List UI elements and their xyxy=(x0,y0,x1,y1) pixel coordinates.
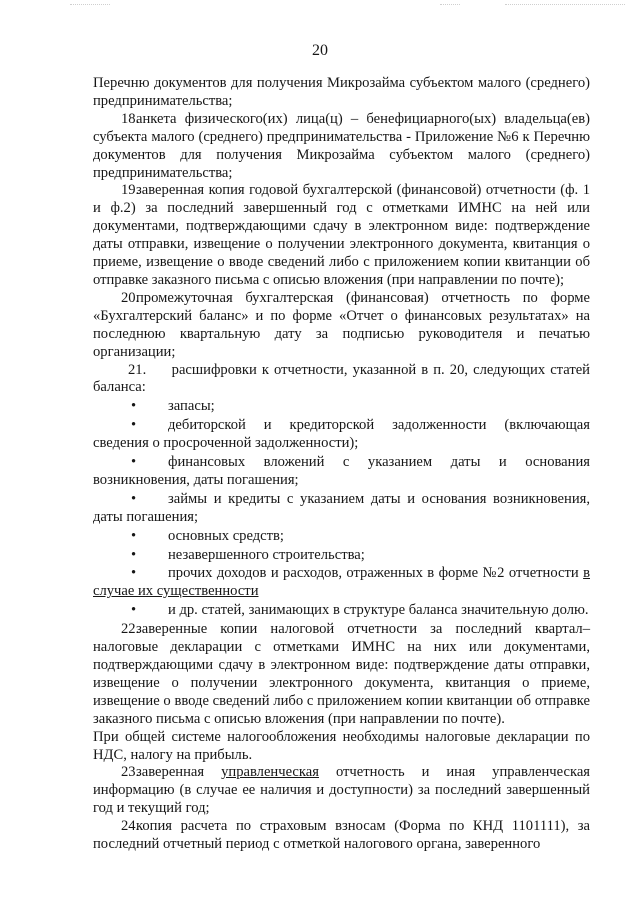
item-number: 23. xyxy=(121,764,140,781)
list-item-24 xyxy=(93,818,590,854)
list-item-18 xyxy=(93,111,590,183)
item-number: 22. xyxy=(121,621,140,638)
scan-artifact xyxy=(440,4,460,6)
page-number: 20 xyxy=(312,42,328,59)
item-text: копия расчета по страховым взносам (Форма по КНД 1101111), за последний отчетный период с отметкой налогового органа, заверенного xyxy=(93,818,590,853)
bullet-item: • дебиторской и кредиторской задолженности (включающая сведения о просроченной задолженности); xyxy=(93,417,590,452)
underlined-text: управленческая xyxy=(221,764,319,781)
bullet-icon: • xyxy=(131,454,137,471)
item-text: промежуточная бухгалтерская (финансовая) отчетность по форме «Бухгалтерский баланс» и по форме «Отчет о финансовых результатах» на последнюю квартальную дату за подписью руководителя и печатью организации; xyxy=(93,289,590,360)
item-text: заверенная копия годовой бухгалтерской (финансовой) отчетности (ф. 1 и ф.2) за последний завершенный год с отметками ИМНС на ней или документами, подтверждающими сдачу в электронном виде: подтверждение даты отправки, извещение о получении электронного документа, квитанция о приеме, извещение о вводе сведений либо с приложением копии квитанции об отправке заказного письма с описью вложения (при направлении по почте); xyxy=(93,182,590,288)
tax-note: При общей системе налогообложения необходимы налоговые декларации по НДС, налогу на прибыль. xyxy=(93,728,590,763)
underlined-text: в случае их существенности xyxy=(93,565,590,600)
bullet-item: • незавершенного строительства; xyxy=(131,546,365,563)
bullet-icon: • xyxy=(131,602,137,619)
intro-paragraph: Перечню документов для получения Микрозайма субъектом малого (среднего) предпринимательства; xyxy=(93,75,590,109)
item-text: заверенные копии налоговой отчетности за последний квартал– налоговые декларации с отметками ИМНС на них или документами, подтверждающими сдачу в электронном виде: подтверждение даты отправки, извещение о получении электронного документа, квитанция о приеме, извещение о вводе сведений либо с приложением копии квитанции об отправке заказного письма с описью вложения (при направлении по почте). xyxy=(93,621,590,727)
bullet-item: • финансовых вложений с указанием даты и основания возникновения, даты погашения; xyxy=(93,454,590,488)
item-number: 19. xyxy=(121,182,140,199)
list-item-20 xyxy=(93,290,590,362)
scan-artifact xyxy=(505,4,625,6)
list-item-22 xyxy=(93,621,590,728)
bullet-item: • прочих доходов и расходов, отраженных в форме №2 отчетности в случае их существенности xyxy=(93,565,590,600)
item-text: анкета физического(их) лица(ц) – бенефициарного(ых) владельца(ев) субъекта малого (среднего) предпринимательства - Приложение №6 к Перечню документов для получения Микрозайма субъектом малого (среднего) предпринимательства; xyxy=(93,110,590,181)
bullet-icon: • xyxy=(131,527,137,544)
bullet-icon: • xyxy=(131,565,137,582)
item-number: 21. xyxy=(128,361,147,378)
bullet-item: • займы и кредиты с указанием даты и основания возникновения, даты погашения; xyxy=(93,490,590,525)
bullet-item: • запасы; xyxy=(131,398,215,415)
bullet-icon: • xyxy=(131,398,137,415)
list-item-23: 23. заверенная управленческая отчетность и иная управленческая информацию (в случае ее наличия и доступности) за последний завершенный год и текущий год; xyxy=(93,764,590,818)
item-number: 18. xyxy=(121,110,140,127)
bullet-item: • и др. статей, занимающих в структуре баланса значительную долю. xyxy=(131,602,589,619)
bullet-icon: • xyxy=(131,417,137,434)
list-item-21 xyxy=(93,362,590,398)
bullet-icon: • xyxy=(131,546,137,563)
list-item-19 xyxy=(93,182,590,289)
item-text: расшифровки к отчетности, указанной в п. 20, следующих статей баланса: xyxy=(93,361,590,396)
item-number: 24. xyxy=(121,818,140,835)
bullet-item: • основных средств; xyxy=(131,527,284,544)
document-body xyxy=(93,75,590,854)
bullet-icon: • xyxy=(131,490,137,507)
scan-artifact xyxy=(70,4,110,6)
item-number: 20. xyxy=(121,289,140,306)
